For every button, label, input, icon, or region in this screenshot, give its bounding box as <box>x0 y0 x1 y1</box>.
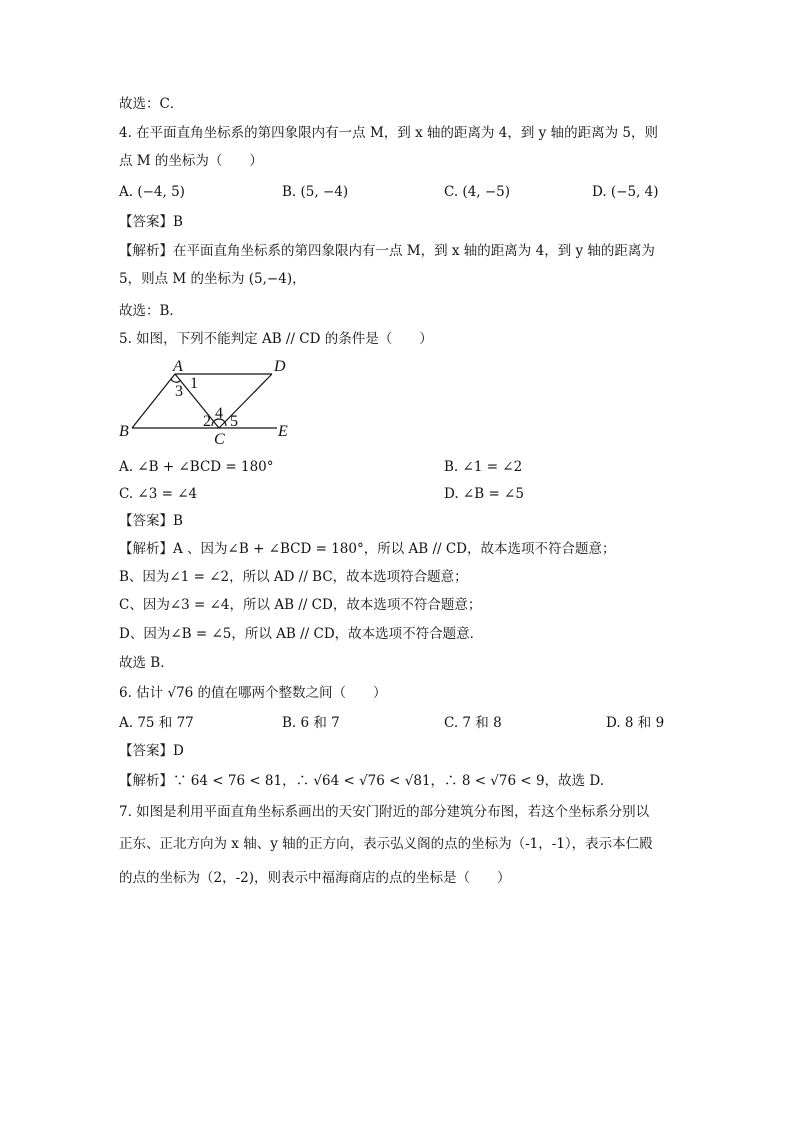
analysis-4: 【解析】在平面直角坐标系的第四象限内有一点 M，到 x 轴的距离为 4，到 y 轴的距离为 <box>119 243 655 259</box>
parallelogram-figure <box>115 356 300 446</box>
label-c: C <box>214 431 225 446</box>
label-b: B <box>119 423 129 440</box>
analysis-5-b: B、因为∠1 = ∠2，所以 AD // BC，故本选项符合题意； <box>119 569 468 585</box>
label-e: E <box>278 423 288 440</box>
analysis-5-c: C、因为∠3 = ∠4，所以 AB // CD，故本选项不符合题意； <box>119 597 482 613</box>
analysis-6: 【解析】∵ 64 < 76 < 81，∴ √64 < √76 < √81，∴ 8 < √76 < 9，故选 D. <box>119 773 604 789</box>
question-7-stem-cont: 正东、正北方向为 x 轴、y 轴的正方向，表示弘义阁的点的坐标为（-1，-1），表示本仁殿 <box>119 836 653 852</box>
q4-option-a: A. (−4, 5) <box>119 184 185 200</box>
question-7-stem: 7. 如图是利用平面直角坐标系画出的天安门附近的部分建筑分布图，若这个坐标系分别以 <box>119 804 650 820</box>
angle-label-1: 1 <box>190 375 198 392</box>
label-d: D <box>274 358 286 375</box>
analysis-5-d: D、因为∠B = ∠5，所以 AB // CD，故本选项不符合题意． <box>119 626 484 642</box>
q6-option-b: B. 6 和 7 <box>282 715 340 731</box>
question-6-stem: 6. 估计 √76 的值在哪两个整数之间（ ） <box>119 685 387 701</box>
label-a: A <box>173 358 183 375</box>
q4-option-d: D. (−5, 4) <box>592 184 659 200</box>
segment-ab <box>132 374 175 428</box>
segment-dc <box>219 374 272 428</box>
conclusion-5: 故选 B． <box>119 655 174 671</box>
q5-option-c: C. ∠3 = ∠4 <box>119 486 198 502</box>
conclusion-4: 故选：B． <box>119 303 183 319</box>
angle-label-4: 4 <box>215 405 223 422</box>
text-line: 故选：C． <box>119 96 184 112</box>
question-7-stem-cont2: 的点的坐标为（2，-2)，则表示中福海商店的点的坐标是（ ） <box>119 870 511 886</box>
analysis-4-cont: 5，则点 M 的坐标为 (5,−4)， <box>119 271 306 287</box>
q5-option-b: B. ∠1 = ∠2 <box>444 459 523 475</box>
answer-4: 【答案】B <box>119 214 183 230</box>
question-4-stem: 4. 在平面直角坐标系的第四象限内有一点 M，到 x 轴的距离为 4，到 y 轴的距离为 5，则 <box>119 125 658 141</box>
q6-option-a: A. 75 和 77 <box>119 715 194 731</box>
answer-5: 【答案】B <box>119 513 183 529</box>
angle-label-5: 5 <box>230 413 238 430</box>
analysis-5-a: 【解析】A 、因为∠B + ∠BCD = 180°，所以 AB // CD，故本选项不符合题意； <box>119 541 616 557</box>
q4-option-b: B. (5, −4) <box>282 184 349 200</box>
q6-option-c: C. 7 和 8 <box>444 715 502 731</box>
q5-option-d: D. ∠B = ∠5 <box>444 486 524 502</box>
angle-label-3: 3 <box>175 383 183 400</box>
q6-option-d: D. 8 和 9 <box>606 715 665 731</box>
question-4-stem-cont: 点 M 的坐标为（ ） <box>119 153 263 169</box>
q5-option-a: A. ∠B + ∠BCD = 180° <box>119 459 274 475</box>
q4-option-c: C. (4, −5) <box>444 184 511 200</box>
answer-6: 【答案】D <box>119 743 184 759</box>
angle-label-2: 2 <box>203 413 211 430</box>
question-5-stem: 5. 如图，下列不能判定 AB // CD 的条件是（ ） <box>119 331 433 347</box>
